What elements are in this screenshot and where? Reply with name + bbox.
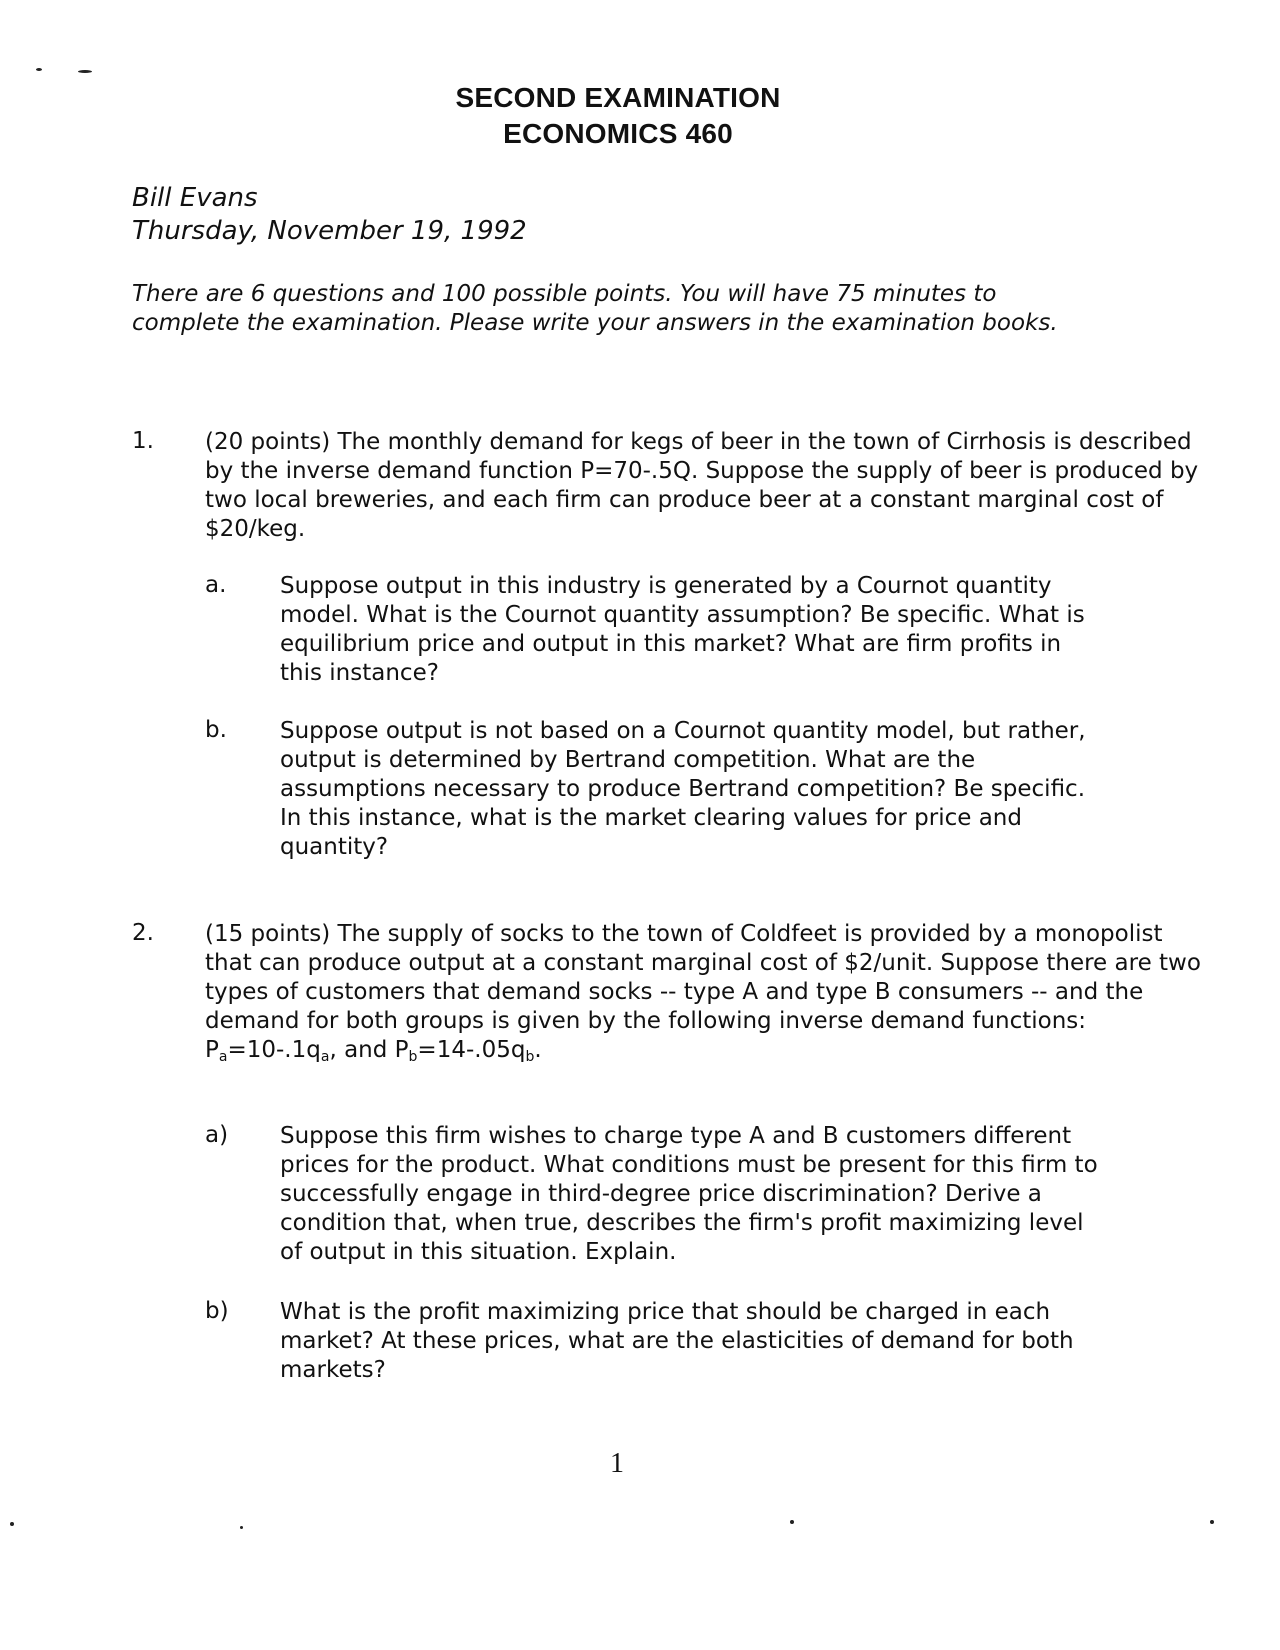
exam-date: Thursday, November 19, 1992 — [132, 216, 527, 246]
equation-part: =10-.1q — [227, 1037, 321, 1063]
part-text: What is the profit maximizing price that should be charged in each market? At these prices, what are the elasticities of demand for both markets? — [280, 1299, 1074, 1383]
question-number: 1. — [132, 428, 154, 454]
scan-speck — [78, 70, 92, 73]
scan-speck — [10, 1522, 14, 1526]
part-label: a. — [205, 572, 227, 598]
scan-speck — [240, 1526, 243, 1529]
author-name: Bill Evans — [132, 183, 258, 213]
part-text: Suppose this firm wishes to charge type A and B customers different prices for the product. What conditions must be present for this firm to successfully engage in third-degree price discrimination? Derive a condition that, when true, describes the firm's profit maximizing level of output in this situation. Explain. — [280, 1123, 1098, 1265]
part-label: b. — [205, 717, 227, 743]
instructions: There are 6 questions and 100 possible points. You will have 75 minutes to complete the examination. Please write your answers in the examination books. — [132, 281, 1058, 336]
page-number: 1 — [610, 1448, 624, 1479]
equation-end: . — [534, 1037, 542, 1063]
question-text-main: (15 points) The supply of socks to the town of Coldfeet is provided by a monopolist that can produce output at a constant marginal cost of $2/unit. Suppose there are two types of customers that demand socks -- type A and type B consumers -- and the demand for both groups is given by the following inverse demand functions: P — [205, 921, 1201, 1063]
part-label: a) — [205, 1122, 229, 1148]
equation-part: , and P — [329, 1037, 409, 1063]
scan-speck — [1210, 1520, 1214, 1524]
course-title: ECONOMICS 460 — [503, 118, 733, 149]
part-text: Suppose output is not based on a Cournot quantity model, but rather, output is determined by Bertrand competition. What are the assumptions necessary to produce Bertrand competition? Be specific. In this instance, what is the market clearing values for price and quantity? — [280, 718, 1086, 860]
exam-title: SECOND EXAMINATION — [455, 82, 781, 113]
scan-speck — [36, 68, 42, 71]
subscript-a: a — [218, 1049, 228, 1065]
part-text: Suppose output in this industry is generated by a Cournot quantity model. What is the Cournot quantity assumption? Be specific. What is equilibrium price and output in this market? What are firm profits in this instance? — [280, 573, 1085, 686]
question-text: (20 points) The monthly demand for kegs of beer in the town of Cirrhosis is described by the inverse demand function P=70-.5Q. Suppose the supply of beer is produced by two local breweries, and each firm can produce beer at a constant marginal cost of $20/keg. — [205, 429, 1199, 542]
equation-part: =14-.05q — [417, 1037, 526, 1063]
question-number: 2. — [132, 920, 154, 946]
subscript-a: a — [320, 1049, 330, 1065]
subscript-b: b — [525, 1049, 535, 1065]
part-label: b) — [205, 1298, 229, 1324]
scan-speck — [790, 1520, 794, 1524]
subscript-b: b — [408, 1049, 418, 1065]
question-text — [205, 920, 1205, 1065]
